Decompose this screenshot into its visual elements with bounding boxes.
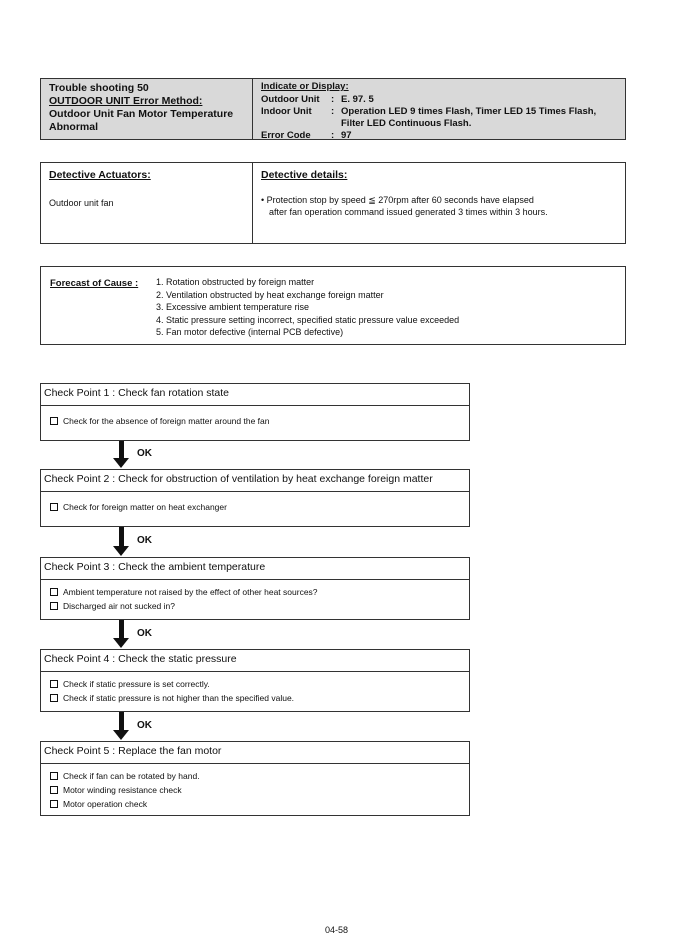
check-item-label: Motor winding resistance check — [63, 785, 182, 795]
indicate-colon: : — [331, 106, 335, 117]
forecast-item: 2. Ventilation obstructed by heat exchange foreign matter — [156, 289, 384, 300]
indicate-value: Operation LED 9 times Flash, Timer LED 15 Times Flash, — [341, 106, 597, 117]
indicate-colon: : — [331, 130, 335, 141]
check-item — [50, 797, 460, 811]
checkbox-icon — [50, 417, 58, 425]
checkbox-icon — [50, 800, 58, 808]
check-point-title: Check Point 5 : Replace the fan motor — [41, 742, 469, 764]
detective-details-cell — [253, 163, 625, 243]
check-item-label: Motor operation check — [63, 799, 148, 809]
arrow-head-icon — [113, 730, 129, 740]
check-item — [50, 691, 460, 705]
check-item-label: Discharged air not sucked in? — [63, 601, 175, 611]
arrow-head-icon — [113, 458, 129, 468]
error-name-line2: Abnormal — [49, 121, 99, 133]
ok-label: OK — [137, 628, 152, 639]
check-point-body — [41, 406, 469, 436]
check-item-label: Check if fan can be rotated by hand. — [63, 771, 200, 781]
forecast-item: 1. Rotation obstructed by foreign matter — [156, 277, 315, 287]
indicate-colon — [331, 118, 341, 130]
trouble-shooting-title: Trouble shooting 50 — [49, 82, 149, 94]
checkbox-icon — [50, 772, 58, 780]
detective-box — [40, 162, 626, 244]
detective-actuators-title: Detective Actuators: — [49, 169, 151, 181]
check-point-title: Check Point 4 : Check the static pressure — [41, 650, 469, 672]
page-number: 04-58 — [324, 925, 349, 935]
indicate-value: 97 — [341, 130, 352, 141]
check-item — [50, 783, 460, 797]
indicate-key: Indoor Unit — [261, 106, 312, 117]
indicate-display-cell — [253, 79, 625, 139]
header-title-cell — [41, 79, 253, 139]
check-point-title: Check Point 1 : Check fan rotation state — [41, 384, 469, 406]
check-point-body — [41, 492, 469, 522]
check-point-title: Check Point 2 : Check for obstruction of ventilation by heat exchange foreign matter — [41, 470, 469, 492]
checkbox-icon — [50, 503, 58, 511]
check-point-5 — [40, 741, 470, 816]
indicate-row — [261, 130, 617, 142]
indicate-key: Error Code — [261, 130, 311, 141]
check-item-label: Ambient temperature not raised by the effect of other heat sources? — [63, 587, 318, 597]
arrow-down-icon — [119, 527, 124, 547]
checkbox-icon — [50, 680, 58, 688]
detective-actuators-value: Outdoor unit fan — [49, 198, 114, 208]
checkbox-icon — [50, 602, 58, 610]
check-point-body — [41, 672, 469, 713]
check-point-2 — [40, 469, 470, 527]
forecast-title: Forecast of Cause : — [50, 278, 139, 289]
check-point-1 — [40, 383, 470, 441]
check-item — [50, 677, 460, 691]
check-item-label: Check for the absence of foreign matter around the fan — [63, 416, 270, 426]
check-item — [50, 414, 460, 428]
detective-details-line2: after fan operation command issued generated 3 times within 3 hours. — [269, 207, 548, 217]
detective-details-title: Detective details: — [261, 169, 348, 181]
header-box — [40, 78, 626, 140]
indicate-row — [261, 94, 617, 106]
check-item — [50, 599, 460, 613]
arrow-head-icon — [113, 638, 129, 648]
ok-label: OK — [137, 535, 152, 546]
detective-details-line1: • Protection stop by speed ≦ 270rpm after 60 seconds have elapsed — [261, 195, 534, 205]
check-point-title: Check Point 3 : Check the ambient temperature — [41, 558, 469, 580]
indicate-key — [261, 118, 331, 130]
check-point-body — [41, 764, 469, 819]
check-item-label: Check if static pressure is not higher than the specified value. — [63, 693, 295, 703]
indicate-row — [261, 118, 617, 130]
detective-actuators-cell — [41, 163, 253, 243]
indicate-key: Outdoor Unit — [261, 94, 320, 105]
forecast-item: 4. Static pressure setting incorrect, specified static pressure value exceeded — [156, 314, 460, 325]
checkbox-icon — [50, 786, 58, 794]
check-item — [50, 500, 460, 514]
indicate-colon: : — [331, 94, 335, 105]
arrow-down-icon — [119, 620, 124, 639]
check-point-4 — [40, 649, 470, 712]
indicate-value: E. 97. 5 — [341, 94, 374, 105]
arrow-down-icon — [119, 712, 124, 731]
check-item — [50, 769, 460, 783]
arrow-head-icon — [113, 546, 129, 556]
check-item-label: Check for foreign matter on heat exchanger — [63, 502, 227, 512]
forecast-item: 5. Fan motor defective (internal PCB defective) — [156, 327, 344, 337]
checkbox-icon — [50, 588, 58, 596]
check-point-3 — [40, 557, 470, 620]
ok-label: OK — [137, 448, 152, 459]
forecast-box — [40, 266, 626, 345]
error-name-line1: Outdoor Unit Fan Motor Temperature — [49, 108, 234, 120]
forecast-item: 3. Excessive ambient temperature rise — [156, 302, 310, 312]
error-method-label: OUTDOOR UNIT Error Method: — [49, 95, 203, 107]
checkbox-icon — [50, 694, 58, 702]
arrow-down-icon — [119, 441, 124, 459]
ok-label: OK — [137, 720, 152, 731]
indicate-value: Filter LED Continuous Flash. — [341, 118, 472, 129]
forecast-list — [156, 276, 459, 339]
indicate-row — [261, 106, 617, 118]
check-item-label: Check if static pressure is set correctly. — [63, 679, 210, 689]
indicate-title: Indicate or Display: — [261, 81, 349, 92]
check-item — [50, 585, 460, 599]
check-point-body — [41, 580, 469, 621]
